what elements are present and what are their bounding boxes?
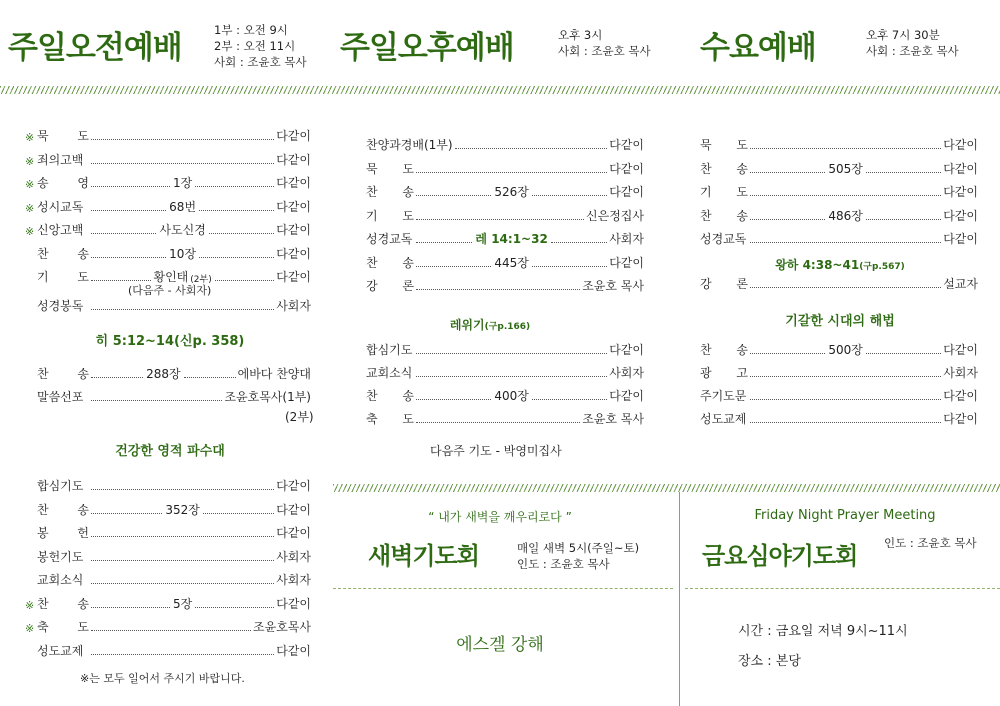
order-label: 기 도 (700, 185, 748, 199)
order-label: 찬 송 (366, 255, 414, 270)
order-detail: 68번 (169, 199, 197, 214)
leader-dots (416, 266, 491, 267)
leader-dots (199, 210, 274, 211)
order-row (700, 184, 978, 200)
order-participant: 다같이 (276, 479, 311, 493)
order-label: 성경교독 (700, 232, 747, 246)
leader-dots (91, 513, 162, 514)
leader-dots (416, 399, 491, 400)
order-row (366, 255, 644, 271)
friday-subtitle: Friday Night Prayer Meeting (754, 508, 936, 523)
leader-dots (199, 257, 274, 258)
order-label: 교회소식 (366, 366, 413, 380)
leader-dots (416, 242, 472, 243)
order-participant: 다같이 (276, 246, 311, 261)
leader-dots (91, 583, 274, 584)
order-row (25, 298, 311, 314)
leader-dots (416, 422, 580, 423)
order-participant: 다같이 (276, 502, 311, 517)
leader-dots (750, 219, 825, 220)
order-participant: 다같이 (276, 129, 311, 143)
stand-mark-icon: ※ (25, 622, 35, 635)
order-label: 성시교독 (37, 199, 84, 214)
order-row (366, 184, 644, 200)
order-detail: 400장 (494, 389, 529, 403)
order-participant: 다같이 (276, 596, 312, 611)
dawn-divider (333, 588, 673, 589)
order-row (25, 222, 311, 238)
order-label: 찬양과 경배(1부) (366, 138, 453, 152)
leader-dots (750, 195, 941, 196)
order-participant: 조윤호 목사 (582, 279, 644, 293)
order-label: 기 도 (37, 270, 89, 284)
order-label: 찬 송 (37, 246, 89, 261)
stand-mark-icon: ※ (25, 131, 35, 144)
leader-dots (215, 280, 275, 281)
order-label: 교회소식 (37, 573, 84, 587)
wednesday-sermon-title: 기갈한 시대의 해법 (785, 314, 895, 329)
order-detail: 500장 (828, 343, 863, 357)
friday-title: 금요심야기도회 (702, 542, 858, 570)
leader-dots (91, 560, 274, 561)
order-row (700, 365, 978, 381)
order-row (25, 619, 311, 635)
order-label: 성경봉독 (37, 299, 84, 313)
order-row (25, 128, 311, 144)
leader-dots (750, 242, 941, 243)
order-participant: 다같이 (276, 643, 311, 658)
leader-dots (750, 422, 941, 423)
morning-sermon-title: 건강한 영적 파수대 (115, 444, 225, 459)
order-participant: 사회자 (276, 549, 311, 564)
order-label: 주기도문 (700, 389, 747, 403)
leader-dots (91, 607, 170, 608)
order-participant: 에바다 찬양대 (237, 367, 311, 381)
order-participant: 다같이 (943, 208, 978, 223)
order-row (366, 342, 644, 358)
box-separator (679, 492, 680, 706)
leader-dots (91, 233, 156, 234)
leader-dots (750, 172, 825, 173)
order-label: 찬 송 (37, 367, 89, 381)
order-row (366, 161, 644, 177)
lower-divider (333, 484, 1000, 492)
leader-dots (416, 289, 580, 290)
order-detail: 526장 (494, 185, 529, 199)
leader-dots (551, 242, 607, 243)
dawn-quote: “ 내가 새벽을 깨우리로다 ” (428, 510, 572, 524)
afternoon-section: 레위기(구p.166) (449, 318, 531, 332)
leader-dots (184, 377, 236, 378)
leader-dots (209, 233, 274, 234)
order-row (25, 596, 311, 612)
order-row (700, 137, 978, 153)
leader-dots (866, 219, 941, 220)
order-detail: 10장 (169, 246, 197, 261)
order-row (25, 478, 311, 494)
order-detail: 1장 (173, 176, 193, 190)
order-detail: 288장 (146, 367, 181, 381)
order-label: 성경교독 (366, 232, 413, 246)
order-participant: 다같이 (609, 389, 644, 403)
order-participant: 다같이 (609, 185, 644, 199)
order-label: 축 도 (37, 620, 89, 634)
morning-sermon-2nd: (2부) (285, 410, 314, 424)
morning-scripture: 히 5:12~14(신p. 358) (95, 334, 245, 349)
leader-dots (91, 186, 170, 187)
order-participant: 다같이 (609, 161, 644, 176)
order-label: 묵 도 (700, 138, 748, 152)
order-participant: 다같이 (276, 270, 312, 284)
order-participant: 다같이 (276, 526, 311, 540)
morning-footnote: ※는 모두 일어서 주시기 바랍니다. (80, 672, 245, 685)
order-row (700, 411, 978, 427)
morning-prayer-next: (다음주 - 사회자) (128, 284, 212, 297)
order-label: 말씀선포 (37, 390, 84, 404)
order-participant: 다같이 (276, 152, 311, 167)
leader-dots (91, 210, 166, 211)
order-participant: 다같이 (943, 161, 978, 176)
order-participant: 사회자 (943, 366, 978, 380)
order-row (25, 175, 311, 191)
order-label: 찬 송 (37, 502, 89, 517)
order-detail-sub: (2부) (190, 275, 212, 285)
order-row (366, 411, 644, 427)
leader-dots (91, 654, 274, 655)
order-participant: 다같이 (943, 343, 978, 357)
order-participant: 다같이 (943, 232, 978, 246)
leader-dots (91, 489, 274, 490)
wednesday-scripture: 왕하 4:38~41(구p.567) (775, 258, 905, 272)
friday-place: 장소 : 본당 (738, 654, 801, 669)
leader-dots (750, 399, 941, 400)
order-label: 봉헌기도 (37, 549, 84, 564)
leader-dots (532, 399, 607, 400)
wednesday-service-title: 수요예배 (700, 30, 816, 66)
order-detail: 445장 (494, 255, 529, 270)
order-label: 광 고 (700, 366, 748, 380)
order-participant: 사회자 (609, 232, 644, 246)
order-participant: 조윤호목사(1부) (224, 390, 311, 404)
order-label: 찬 송 (700, 343, 748, 357)
order-label: 죄의고백 (37, 152, 84, 167)
leader-dots (91, 139, 274, 140)
order-row (25, 152, 311, 168)
leader-dots (91, 257, 166, 258)
leader-dots (91, 400, 222, 401)
order-row (700, 231, 978, 247)
order-row (366, 278, 644, 294)
leader-dots (416, 172, 607, 173)
leader-dots (91, 280, 151, 281)
leader-dots (416, 376, 607, 377)
order-participant: 조윤호목사 (253, 620, 311, 634)
order-participant: 다같이 (609, 255, 644, 270)
order-label: 찬 송 (366, 389, 414, 403)
order-label: 찬 송 (366, 185, 414, 199)
order-label: 기 도 (366, 208, 414, 223)
order-row (700, 342, 978, 358)
order-row (25, 199, 311, 215)
order-participant: 다같이 (943, 185, 978, 199)
stand-mark-icon: ※ (25, 201, 35, 215)
leader-dots (416, 353, 607, 354)
order-participant: 다같이 (276, 223, 311, 237)
order-participant: 사회자 (276, 573, 311, 587)
order-row (700, 276, 978, 292)
order-label: 묵 도 (37, 129, 89, 143)
order-participant: 다같이 (943, 412, 978, 426)
leader-dots (203, 513, 274, 514)
leader-dots (750, 353, 825, 354)
order-label: 강 론 (700, 277, 748, 291)
header-divider (0, 86, 1000, 94)
order-label: 찬 송 (700, 208, 748, 223)
order-label: 합심기도 (37, 479, 84, 493)
order-participant: 사회자 (609, 366, 644, 380)
order-participant: 다같이 (943, 389, 978, 403)
order-row (366, 137, 644, 153)
order-participant: 다같이 (609, 138, 644, 152)
order-participant: 설교자 (943, 277, 978, 291)
order-label: 성도교제 (700, 412, 747, 426)
order-label: 봉 헌 (37, 526, 89, 540)
order-label: 성도교제 (37, 643, 84, 658)
leader-dots (750, 148, 941, 149)
leader-dots (91, 309, 274, 310)
order-participant: 다같이 (276, 176, 312, 190)
order-label: 강 론 (366, 279, 414, 293)
order-detail: 사도신경 (159, 223, 206, 237)
order-row (700, 208, 978, 224)
order-participant: 조윤호 목사 (582, 412, 644, 426)
order-participant: 다같이 (943, 138, 978, 152)
order-row (366, 208, 644, 224)
order-participant: 신은정집사 (586, 208, 644, 223)
order-detail: 486장 (828, 208, 863, 223)
order-row (25, 549, 311, 565)
leader-dots (750, 287, 941, 288)
stand-mark-icon: ※ (25, 154, 35, 168)
order-label: 송 영 (37, 176, 89, 190)
morning-service-info: 1부 : 오전 9시 2부 : 오전 11시 사회 : 조윤호 목사 (214, 23, 307, 69)
order-row (25, 643, 311, 659)
order-label: 축 도 (366, 412, 414, 426)
leader-dots (866, 172, 941, 173)
order-label: 찬 송 (700, 161, 748, 176)
order-row (366, 388, 644, 404)
leader-dots (866, 353, 941, 354)
leader-dots (532, 195, 607, 196)
leader-dots (455, 148, 608, 149)
order-label: 묵 도 (366, 161, 414, 176)
leader-dots (195, 186, 274, 187)
order-detail: 황인태 (153, 270, 189, 284)
leader-dots (416, 195, 491, 196)
order-row (25, 366, 311, 382)
order-row (366, 365, 644, 381)
stand-mark-icon: ※ (25, 225, 35, 238)
dawn-title: 새벽기도회 (368, 542, 479, 570)
order-row (366, 231, 644, 247)
friday-divider (685, 588, 1000, 589)
leader-dots (91, 163, 274, 164)
morning-service-title: 주일오전예배 (8, 30, 182, 66)
order-row (25, 572, 311, 588)
afternoon-service-title: 주일오후예배 (340, 30, 514, 66)
order-row (700, 161, 978, 177)
friday-leader: 인도 : 조윤호 목사 (884, 536, 977, 550)
order-row (700, 388, 978, 404)
leader-dots (91, 377, 143, 378)
order-label: 찬 송 (37, 596, 89, 611)
order-participant: 사회자 (276, 299, 311, 313)
order-detail: 5장 (173, 596, 193, 611)
afternoon-service-info: 오후 3시 사회 : 조윤호 목사 (558, 28, 651, 58)
order-participant: 다같이 (609, 343, 644, 357)
wednesday-service-info: 오후 7시 30분 사회 : 조윤호 목사 (866, 28, 959, 58)
leader-dots (91, 630, 251, 631)
leader-dots (750, 376, 941, 377)
leader-dots (416, 219, 584, 220)
order-participant: 다같이 (276, 199, 311, 214)
leader-dots (91, 536, 274, 537)
order-row (25, 525, 311, 541)
afternoon-next-prayer: 다음주 기도 - 박영미집사 (430, 444, 562, 458)
friday-time: 시간 : 금요일 저녁 9시~11시 (738, 624, 908, 639)
order-label: 합심기도 (366, 343, 413, 357)
order-detail: 352장 (165, 502, 200, 517)
dawn-info: 매일 새벽 5시(주일~토) 인도 : 조윤호 목사 (517, 541, 640, 571)
leader-dots (532, 266, 607, 267)
order-row (25, 389, 311, 405)
order-detail: 레 14:1~32 (475, 232, 548, 246)
stand-mark-icon: ※ (25, 178, 35, 191)
order-detail: 505장 (828, 161, 863, 176)
stand-mark-icon: ※ (25, 598, 35, 612)
order-row (25, 502, 311, 518)
order-row (25, 246, 311, 262)
leader-dots (195, 607, 274, 608)
dawn-topic: 에스겔 강해 (456, 635, 544, 655)
order-label: 신앙고백 (37, 223, 84, 237)
